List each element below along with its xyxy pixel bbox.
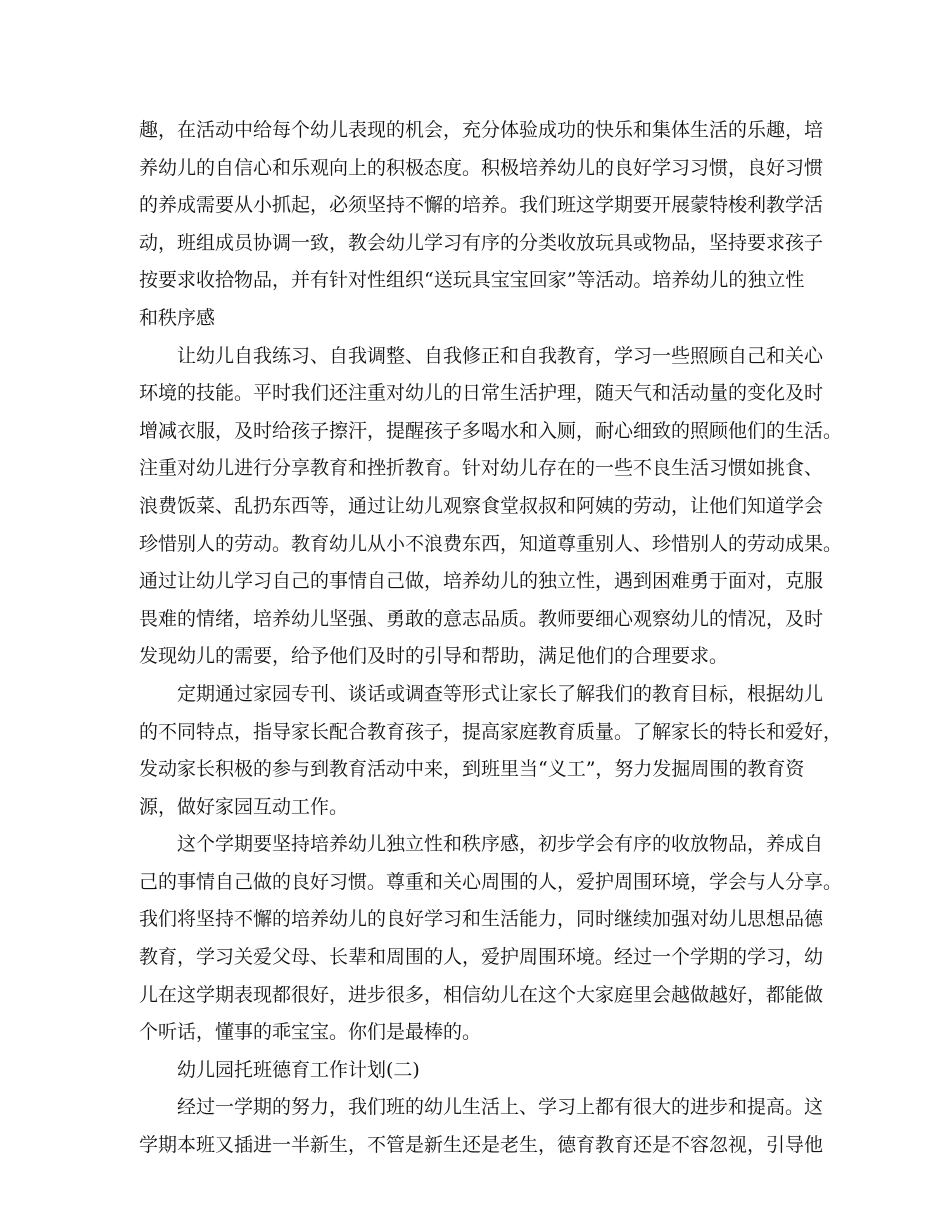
text-line: 养幼儿的自信心和乐观向上的积极态度。积极培养幼儿的良好学习习惯，良好习惯 [139, 156, 824, 179]
text-line: 珍惜别人的劳动。教育幼儿从小不浪费东西，知道尊重别人、珍惜别人的劳动成果。 [139, 532, 843, 555]
text-line: 发现幼儿的需要，给予他们及时的引导和帮助，满足他们的合理要求。 [139, 645, 729, 668]
text-line: 注重对幼儿进行分享教育和挫折教育。针对幼儿存在的一些不良生活习惯如挑食、 [139, 457, 824, 480]
text-line: 畏难的情绪，培养幼儿坚强、勇敢的意志品质。教师要细心观察幼儿的情况，及时 [139, 607, 824, 630]
text-line: 己的事情自己做的良好习惯。尊重和关心周围的人，爱护周围环境，学会与人分享。 [139, 870, 843, 893]
text-line: 源，做好家园互动工作。 [139, 795, 349, 818]
text-line: 动，班组成员协调一致，教会幼儿学习有序的分类收放玩具或物品，坚持要求孩子 [139, 231, 824, 254]
document-body [139, 112, 843, 1165]
text-line: 和秩序感 [139, 306, 216, 329]
text-line: 儿在这学期表现都很好，进步很多，相信幼儿在这个大家庭里会越做越好，都能做 [139, 983, 824, 1006]
text-line: 增减衣服，及时给孩子擦汗，提醒孩子多喝水和入厕，耐心细致的照顾他们的生活。 [139, 419, 843, 442]
text-line: 环境的技能。平时我们还注重对幼儿的日常生活护理，随天气和活动量的变化及时 [139, 382, 824, 405]
text-line: 浪费饭菜、乱扔东西等，通过让幼儿观察食堂叔叔和阿姨的劳动，让他们知道学会 [139, 494, 824, 517]
section-heading: 幼儿园托班德育工作计划(二) [177, 1058, 420, 1081]
text-line: 发动家长积极的参与到教育活动中来，到班里当“义工”，努力发掘周围的教育资 [139, 758, 805, 781]
paragraph-first-line: 定期通过家园专刊、谈话或调查等形式让家长了解我们的教育目标，根据幼儿 [177, 682, 824, 705]
paragraph-first-line: 让幼儿自我练习、自我调整、自我修正和自我教育，学习一些照顾自己和关心 [177, 344, 824, 367]
text-line: 的养成需要从小抓起，必须坚持不懈的培养。我们班这学期要开展蒙特梭利教学活 [139, 194, 824, 217]
text-line: 学期本班又插进一半新生，不管是新生还是老生，德育教育还是不容忽视，引导他 [139, 1134, 824, 1157]
text-line: 按要求收拾物品，并有针对性组织“送玩具宝宝回家”等活动。培养幼儿的独立性 [139, 269, 805, 292]
text-line: 的不同特点，指导家长配合教育孩子，提高家庭教育质量。了解家长的特长和爱好， [139, 720, 843, 743]
text-line: 个听话，懂事的乖宝宝。你们是最棒的。 [139, 1021, 482, 1044]
text-line: 通过让幼儿学习自己的事情自己做，培养幼儿的独立性，遇到困难勇于面对，克服 [139, 570, 824, 593]
paragraph-first-line: 经过一学期的努力，我们班的幼儿生活上、学习上都有很大的进步和提高。这 [177, 1096, 824, 1119]
text-line: 教育，学习关爱父母、长辈和周围的人，爱护周围环境。经过一个学期的学习，幼 [139, 946, 824, 969]
text-line: 我们将坚持不懈的培养幼儿的良好学习和生活能力，同时继续加强对幼儿思想品德 [139, 908, 824, 931]
text-line: 趣，在活动中给每个幼儿表现的机会，充分体验成功的快乐和集体生活的乐趣，培 [139, 119, 824, 141]
paragraph-first-line: 这个学期要坚持培养幼儿独立性和秩序感，初步学会有序的收放物品，养成自 [177, 833, 824, 856]
